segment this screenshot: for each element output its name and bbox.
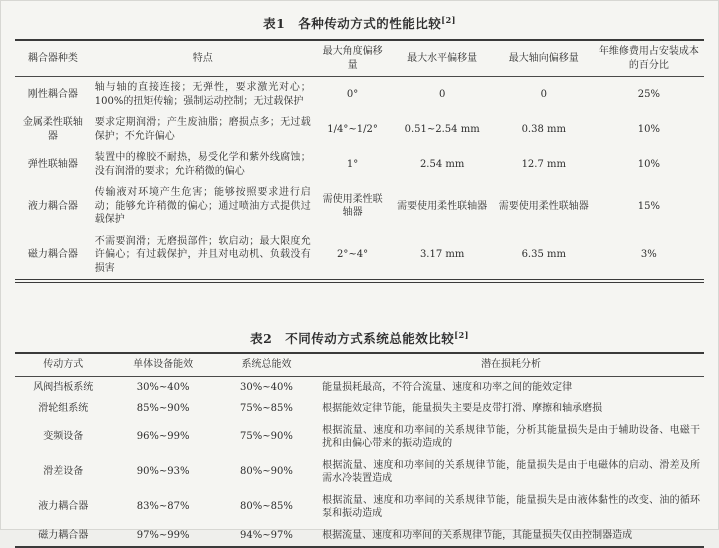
table1-header-row <box>15 40 704 77</box>
cell-system-efficiency: 80%~85% <box>240 501 293 513</box>
table2-row-damper-system <box>15 376 704 398</box>
cell-system-efficiency: 94%~97% <box>240 529 293 541</box>
cell-system-efficiency: 80%~90% <box>240 466 293 478</box>
cell-coupling-type: 弹性联轴器 <box>27 158 78 170</box>
cell-coupling-type: 磁力耦合器 <box>27 249 78 260</box>
cell-system-efficiency: 30%~40% <box>240 381 293 393</box>
table1-header-angular-offset: 最大角度偏移量 <box>315 40 391 77</box>
table1-row-rigid-coupling <box>15 77 704 113</box>
cell-maintenance-cost: 10% <box>637 158 660 170</box>
cell-horizontal-offset: 3.17 mm <box>419 249 465 260</box>
table1-title: 表1 各种传动方式的性能比较 <box>263 16 442 31</box>
table2-header-loss-analysis: 潜在损耗分析 <box>318 353 704 376</box>
cell-transmission-mode: 变频设备 <box>43 431 84 443</box>
cell-unit-efficiency: 97%~99% <box>136 529 190 541</box>
table1-header-coupling-type: 耦合器种类 <box>15 40 91 77</box>
cell-unit-efficiency: 83%~87% <box>136 501 190 513</box>
cell-maintenance-cost: 3% <box>640 249 657 260</box>
cell-loss-analysis: 根据流量、速度和功率间的关系规律节能，能量损失是由液体黏性的改变、油的循环泵和振动造成 <box>322 494 700 519</box>
table1-performance-comparison <box>15 39 704 283</box>
cell-transmission-mode: 液力耦合器 <box>38 501 89 513</box>
cell-loss-analysis: 能量损耗最高，不符合流量、速度和功率之间的能效定律 <box>322 381 573 393</box>
cell-features: 轴与轴的直接连接；无弹性，要求激光对心；100%的扭矩传输；强制运动控制；无过载保护 <box>94 82 311 107</box>
table1-row-hydraulic-coupling <box>15 182 704 231</box>
table2-efficiency-comparison <box>15 352 704 548</box>
cell-features: 传输液对环境产生危害；能够按照要求进行启动；能够允许稍微的偏心；通过喷油方式提供过载保护 <box>94 187 311 225</box>
cell-axial-offset: 6.35 mm <box>521 249 566 260</box>
cell-coupling-type: 金属柔性联轴器 <box>22 117 83 142</box>
cell-transmission-mode: 滑差设备 <box>43 466 84 478</box>
cell-axial-offset: 0 <box>540 88 547 100</box>
table1-row-magnetic-coupling <box>15 231 704 282</box>
cell-transmission-mode: 风阀挡板系统 <box>33 381 94 393</box>
cell-maintenance-cost: 10% <box>637 123 660 135</box>
cell-angular-offset: 0° <box>346 88 359 100</box>
table2-row-magnetic-coupling <box>15 525 704 548</box>
cell-axial-offset: 12.7 mm <box>521 158 566 170</box>
table2-header-transmission-mode: 传动方式 <box>15 353 111 376</box>
table2-header-row <box>15 353 704 376</box>
cell-horizontal-offset: 0.51~2.54 mm <box>404 123 480 135</box>
table1-citation-mark: [2] <box>441 14 456 25</box>
cell-system-efficiency: 75%~85% <box>240 403 293 414</box>
cell-transmission-mode: 滑轮组系统 <box>38 403 89 414</box>
cell-horizontal-offset: 0 <box>438 88 446 100</box>
cell-loss-analysis: 根据流量、速度和功率间的关系规律节能，其能量损失仅由控制器造成 <box>322 529 633 541</box>
cell-horizontal-offset: 2.54 mm <box>419 158 465 170</box>
cell-unit-efficiency: 90%~93% <box>136 466 190 478</box>
table2-row-slip-equipment <box>15 455 704 490</box>
cell-angular-offset: 需使用柔性联轴器 <box>322 193 383 219</box>
table1-header-horizontal-offset: 最大水平偏移量 <box>390 40 493 77</box>
cell-horizontal-offset: 需要使用柔性联轴器 <box>397 200 488 212</box>
table2-title: 表2 不同传动方式系统总能效比较 <box>250 331 455 346</box>
table1-header-maintenance-cost: 年维修费用占安装成本的百分比 <box>594 40 704 77</box>
table2-caption <box>15 329 704 347</box>
cell-coupling-type: 液力耦合器 <box>27 200 78 212</box>
cell-transmission-mode: 磁力耦合器 <box>38 529 89 541</box>
table2-row-hydraulic-coupling <box>15 490 704 525</box>
table1-caption <box>15 1 704 32</box>
cell-features: 装置中的橡胶不耐热，易受化学和紫外线腐蚀；没有润滑的要求；允许稍微的偏心 <box>94 152 311 177</box>
table1-row-elastic-coupling <box>15 147 704 182</box>
cell-unit-efficiency: 96%~99% <box>136 431 190 443</box>
table1-header-axial-offset: 最大轴向偏移量 <box>494 40 594 77</box>
table1-row-metal-flexible-coupling <box>15 112 704 147</box>
cell-loss-analysis: 根据流量、速度和功率间的关系规律节能，能量损失是由于电磁体的启动、滑差及所需水冷装置造成 <box>322 459 700 484</box>
cell-angular-offset: 1/4°~1/2° <box>327 123 378 135</box>
cell-maintenance-cost: 15% <box>637 200 660 212</box>
cell-angular-offset: 2°~4° <box>337 249 369 260</box>
cell-system-efficiency: 75%~90% <box>240 431 293 443</box>
cell-unit-efficiency: 30%~40% <box>136 381 190 393</box>
cell-loss-analysis: 根据能效定律节能，能量损失主要是皮带打滑、摩擦和轴承磨损 <box>322 403 603 414</box>
cell-features: 要求定期润滑；产生废油脂；磨损点多；无过载保护；不允许偏心 <box>94 117 311 142</box>
table2-header-system-efficiency: 系统总能效 <box>215 353 318 376</box>
cell-angular-offset: 1° <box>346 158 359 170</box>
cell-loss-analysis: 根据流量、速度和功率间的关系规律节能，分析其能量损失是由于辅助设备、电磁干扰和由偏心带来的振动造成的 <box>322 424 700 449</box>
cell-features: 不需要润滑；无磨损部件；软启动；最大限度允许偏心；有过载保护，并且对电动机、负载没有损害 <box>94 235 311 274</box>
cell-maintenance-cost: 25% <box>637 88 660 100</box>
cell-axial-offset: 0.38 mm <box>521 123 566 135</box>
table2-citation-mark: [2] <box>454 329 469 340</box>
table2-row-pulley-system <box>15 398 704 420</box>
table2-row-vfd-equipment <box>15 420 704 455</box>
cell-coupling-type: 刚性耦合器 <box>27 88 78 100</box>
cell-unit-efficiency: 85%~90% <box>136 403 190 414</box>
table2-header-unit-efficiency: 单体设备能效 <box>111 353 214 376</box>
table1-header-features: 特点 <box>91 40 315 77</box>
cell-axial-offset: 需要使用柔性联轴器 <box>498 200 589 212</box>
